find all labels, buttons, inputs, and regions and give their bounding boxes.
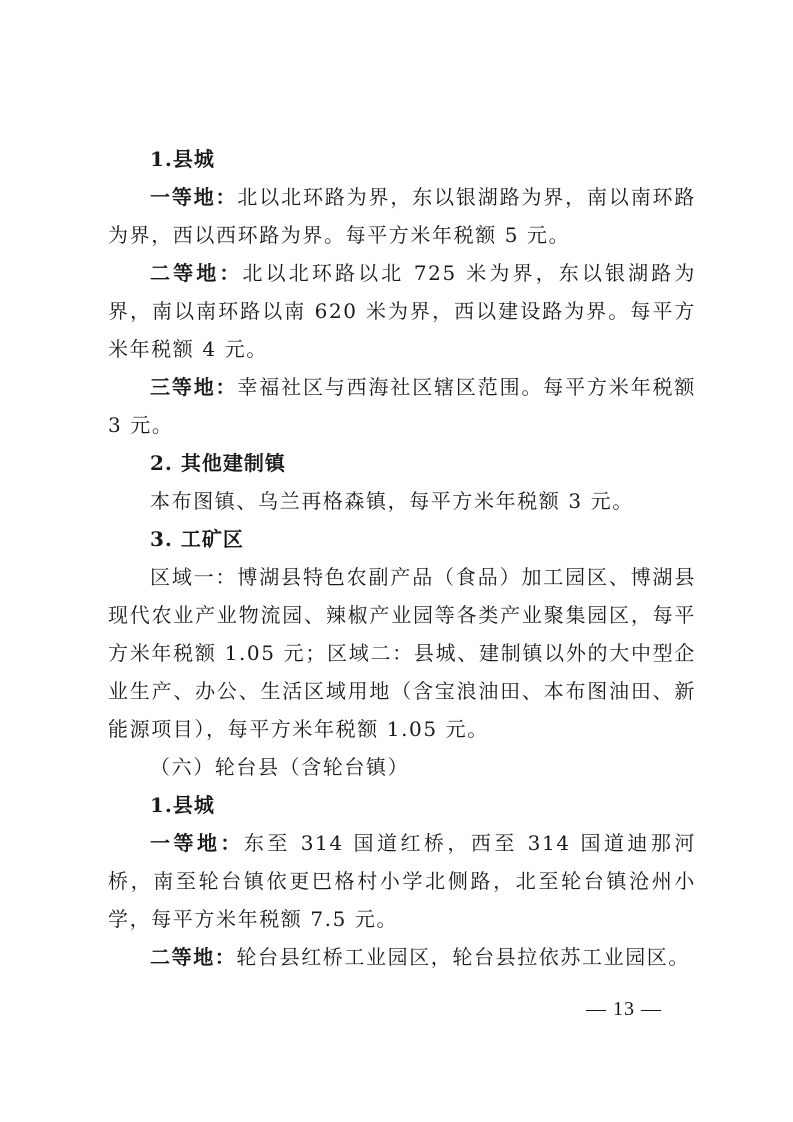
luntai-grade1-text: 东至 314 国道红桥，西至 314 国道迪那河桥，南至轮台镇依更巴格村小学北侧路，北至轮台镇沧州小学，每平方米年税额 7.5 元。 bbox=[108, 831, 696, 931]
paragraph-grade3 bbox=[108, 368, 696, 444]
grade1-label: 一等地： bbox=[150, 185, 238, 209]
paragraph-luntai-grade1 bbox=[108, 824, 696, 938]
paragraph-grade1 bbox=[108, 178, 696, 254]
luntai-heading: （六）轮台县（含轮台镇） bbox=[150, 755, 410, 779]
grade1-text: 北以北环路为界，东以银湖路为界，南以南环路为界，西以西环路为界。每平方米年税额 5 元。 bbox=[108, 185, 696, 247]
page-number: — 13 — bbox=[586, 998, 662, 1020]
paragraph-grade2 bbox=[108, 254, 696, 368]
paragraph-luntai-grade2 bbox=[108, 938, 696, 976]
grade2-text: 北以北环路以北 725 米为界，东以银湖路为界，南以南环路以南 620 米为界，西以建设路为界。每平方米年税额 4 元。 bbox=[108, 261, 696, 361]
luntai-grade2-label: 二等地： bbox=[150, 945, 237, 969]
luntai-grade1-label: 一等地： bbox=[150, 831, 244, 855]
grade3-label: 三等地： bbox=[150, 375, 238, 399]
grade2-label: 二等地： bbox=[150, 261, 243, 285]
section-heading-county-town: 1.县城 bbox=[150, 147, 215, 171]
grade3-text: 幸福社区与西海社区辖区范围。每平方米年税额 3 元。 bbox=[108, 375, 696, 437]
page-content bbox=[108, 140, 696, 976]
paragraph-mining: 区域一：博湖县特色农副产品（食品）加工园区、博湖县现代农业产业物流园、辣椒产业园等各类产业聚集园区，每平方米年税额 1.05 元；区域二：县城、建制镇以外的大中型企业生产、办公、生活区域用地（含宝浪油田、本布图油田、新能源项目），每平方米年税额 1.05 元。 bbox=[108, 565, 696, 741]
section-heading-other-towns: 2. 其他建制镇 bbox=[150, 451, 286, 475]
luntai-section-heading-town: 1.县城 bbox=[150, 793, 215, 817]
paragraph-other-towns: 本布图镇、乌兰再格森镇，每平方米年税额 3 元。 bbox=[150, 489, 634, 513]
luntai-grade2-text: 轮台县红桥工业园区，轮台县拉依苏工业园区。 bbox=[236, 945, 691, 969]
section-heading-mining: 3. 工矿区 bbox=[150, 527, 244, 551]
